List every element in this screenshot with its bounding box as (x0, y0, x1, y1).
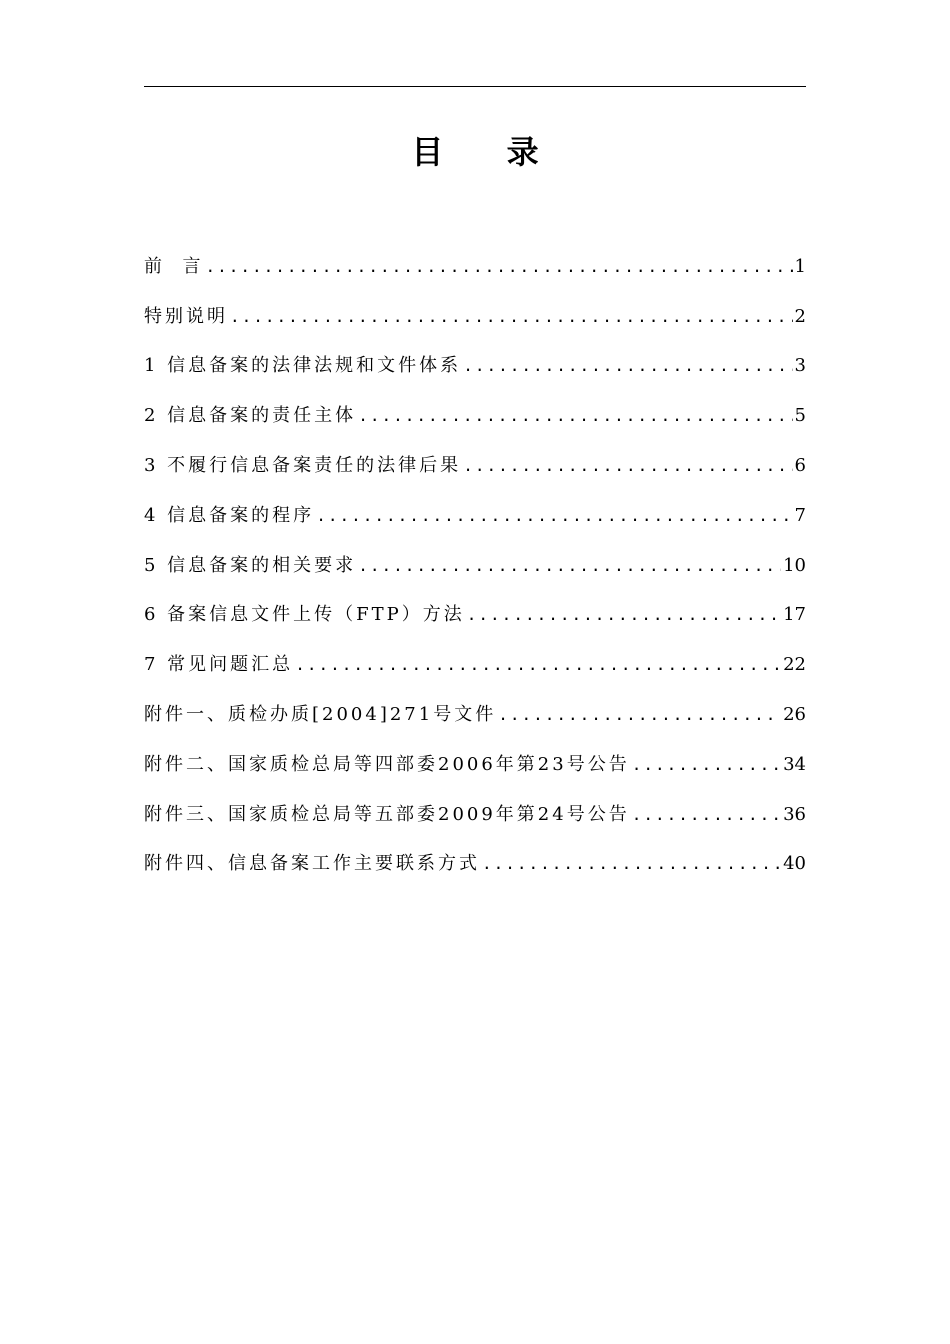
table-of-contents (144, 234, 806, 881)
toc-entry-special-notes[interactable] (144, 284, 806, 334)
toc-entry-label: 附件三、国家质检总局等五部委2009年第24号公告 (144, 803, 630, 825)
toc-entry-label: 4 信息备案的程序 (144, 504, 315, 526)
toc-page-number: 22 (783, 654, 806, 676)
toc-entry-label: 附件一、质检办质[2004]271号文件 (144, 703, 497, 725)
toc-entry-label: 前 言 (144, 255, 204, 277)
toc-dot-leader (498, 698, 781, 732)
toc-entry-label: 5 信息备案的相关要求 (144, 554, 357, 576)
toc-page-number: 10 (783, 554, 806, 576)
toc-entry-label: 3 不履行信息备案责任的法律后果 (144, 454, 462, 476)
toc-page-number: 7 (794, 504, 806, 526)
toc-dot-leader (358, 549, 781, 583)
toc-dot-leader (316, 499, 792, 533)
toc-entry-label: 特别说明 (144, 305, 228, 327)
toc-entry-label: 7 常见问题汇总 (144, 654, 294, 676)
toc-entry-section-3[interactable] (144, 433, 806, 483)
toc-entry-appendix-1[interactable] (144, 682, 806, 732)
toc-entry-section-1[interactable] (144, 334, 806, 384)
toc-entry-section-5[interactable] (144, 533, 806, 583)
toc-page-number: 36 (783, 803, 806, 825)
toc-dot-leader (467, 598, 781, 632)
toc-dot-leader (632, 748, 781, 782)
toc-page-number: 26 (783, 703, 806, 725)
toc-entry-label: 6 备案信息文件上传（FTP）方法 (144, 604, 465, 626)
toc-entry-label: 附件四、信息备案工作主要联系方式 (144, 853, 480, 875)
page-title: 目 录 (411, 133, 565, 171)
toc-entry-section-7[interactable] (144, 632, 806, 682)
toc-dot-leader (463, 449, 792, 483)
toc-entry-preface[interactable] (144, 234, 806, 284)
toc-entry-section-6[interactable] (144, 583, 806, 633)
toc-entry-appendix-2[interactable] (144, 732, 806, 782)
toc-page-number: 6 (794, 454, 806, 476)
toc-entry-appendix-3[interactable] (144, 782, 806, 832)
header-rule (144, 86, 806, 87)
toc-dot-leader (358, 399, 792, 433)
toc-entry-section-2[interactable] (144, 383, 806, 433)
toc-entry-appendix-4[interactable] (144, 832, 806, 882)
toc-entry-section-4[interactable] (144, 483, 806, 533)
toc-page-number: 34 (783, 753, 806, 775)
toc-page-number: 5 (794, 405, 806, 427)
toc-entry-label: 2 信息备案的责任主体 (144, 405, 357, 427)
toc-dot-leader (205, 250, 792, 284)
toc-dot-leader (482, 847, 781, 881)
toc-dot-leader (230, 300, 793, 334)
toc-page-number: 3 (794, 355, 806, 377)
toc-entry-label: 附件二、国家质检总局等四部委2006年第23号公告 (144, 753, 630, 775)
toc-dot-leader (632, 798, 781, 832)
toc-page-number: 2 (794, 305, 806, 327)
toc-page-number: 40 (783, 853, 806, 875)
toc-page-number: 17 (783, 604, 806, 626)
toc-entry-label: 1 信息备案的法律法规和文件体系 (144, 355, 462, 377)
toc-dot-leader (463, 349, 792, 383)
toc-page-number: 1 (794, 255, 806, 277)
toc-dot-leader (295, 648, 781, 682)
